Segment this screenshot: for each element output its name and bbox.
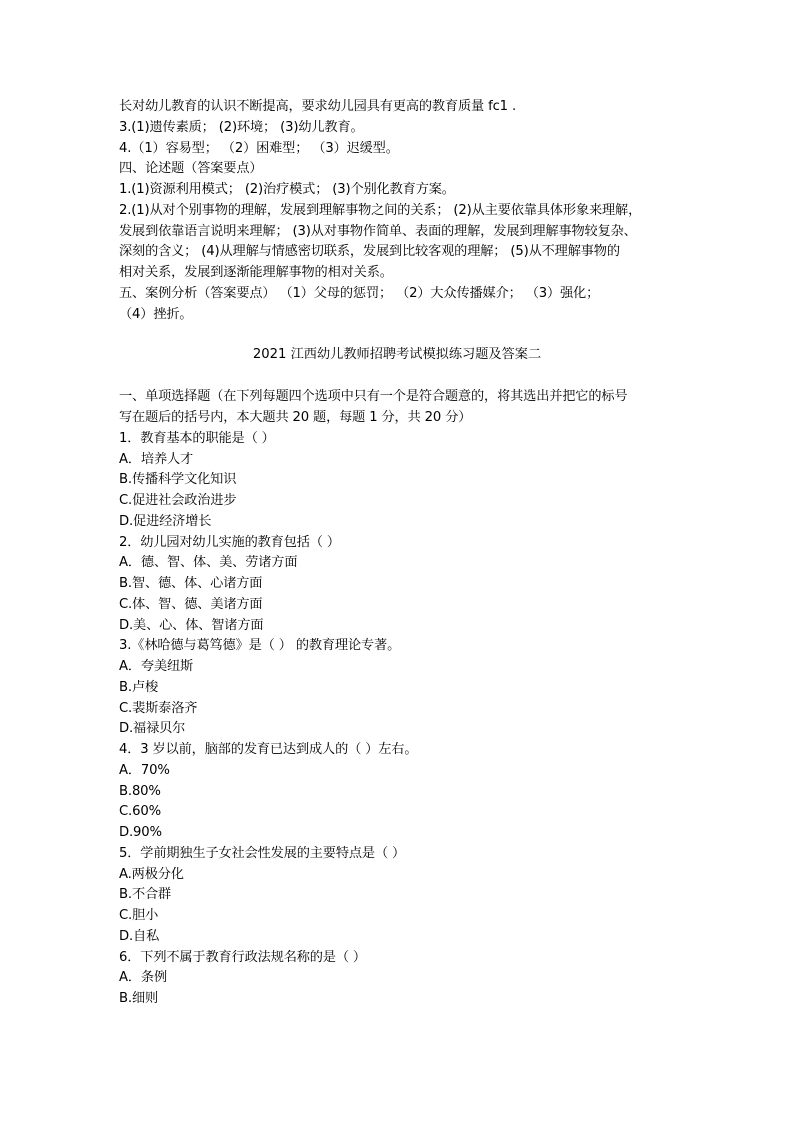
section-title: 2021 江西幼儿教师招聘考试模拟练习题及答案二 <box>252 347 542 363</box>
option-line: B.不合群 <box>119 887 172 903</box>
instruction-line: 写在题后的括号内，本大题共 20 题，每题 1 分，共 20 分） <box>119 410 472 425</box>
answer-line: 深刻的含义； (4)从理解与情感密切联系，发展到比较客观的理解； (5)从不理解事物的 <box>119 244 620 260</box>
option-line: C.裴斯泰洛齐 <box>119 700 198 716</box>
option-line: A．70% <box>119 762 170 778</box>
question-6: 6．下列不属于教育行政法规名称的是（ ） <box>119 949 366 965</box>
option-line: B.传播科学文化知识 <box>119 472 237 488</box>
exam-block <box>119 387 689 1010</box>
option-line: C.胆小 <box>119 908 159 923</box>
option-line: B.80% <box>119 783 161 799</box>
answer-line: 3.(1)遗传素质； (2)环境； (3)幼儿教育。 <box>119 119 364 135</box>
question-3: 3.《林哈德与葛笃德》是（ ） 的教育理论专著。 <box>119 638 401 654</box>
option-line: D.促进经济增长 <box>119 513 212 529</box>
question-4: 4．3 岁以前，脑部的发育已达到成人的（ ）左右。 <box>119 742 418 757</box>
answer-line: 4.（1）容易型； （2）困难型； （3）迟缓型。 <box>119 140 399 156</box>
answer-line: 长对幼儿教育的认识不断提高，要求幼儿园具有更高的教育质量 fc1 . <box>119 99 517 114</box>
question-1: 1．教育基本的职能是（ ） <box>119 430 275 446</box>
option-line: C.60% <box>119 804 161 820</box>
option-line: D.自私 <box>119 928 160 944</box>
section-heading-case-analysis: 五、案例分析（答案要点） （1）父母的惩罚； （2）大众传播媒介； （3）强化； <box>119 285 600 301</box>
answer-line: 发展到依靠语言说明来理解； (3)从对事物作简单、表面的理解，发展到理解事物较复杂、 <box>119 223 637 239</box>
option-line: A．条例 <box>119 970 167 986</box>
option-line: C.促进社会政治进步 <box>119 493 237 508</box>
answer-line: （4）挫折。 <box>119 306 193 322</box>
answers-continued-block <box>119 97 689 325</box>
option-line: C.体、智、德、美诸方面 <box>119 596 263 612</box>
document-page <box>119 97 689 1010</box>
answer-line: 2.(1)从对个别事物的理解，发展到理解事物之间的关系； (2)从主要依靠具体形象来理解， <box>119 202 642 218</box>
option-line: A．夸美纽斯 <box>119 659 194 674</box>
option-line: A.两极分化 <box>119 866 184 882</box>
option-line: D.90% <box>119 825 162 840</box>
option-line: A．培养人才 <box>119 451 194 467</box>
option-line: A．德、智、体、美、劳诸方面 <box>119 555 298 571</box>
answer-line: 相对关系，发展到逐渐能理解事物的相对关系。 <box>119 265 393 280</box>
section-heading-essay: 四、论述题（答案要点） <box>119 161 263 177</box>
question-5: 5．学前期独生子女社会性发展的主要特点是（ ） <box>119 845 406 861</box>
option-line: B.智、德、体、心诸方面 <box>119 576 263 591</box>
option-line: D.福禄贝尔 <box>119 721 186 737</box>
option-line: B.卢梭 <box>119 679 159 695</box>
section-heading-single-choice: 一、单项选择题（在下列每题四个选项中只有一个是符合题意的，将其选出并把它的标号 <box>119 389 628 405</box>
option-line: D.美、心、体、智诸方面 <box>119 617 264 633</box>
question-2: 2．幼儿园对幼儿实施的教育包括（ ） <box>119 534 340 550</box>
answer-line: 1.(1)资源利用模式； (2)治疗模式； (3)个别化教育方案。 <box>119 182 455 197</box>
option-line: B.细则 <box>119 991 159 1006</box>
